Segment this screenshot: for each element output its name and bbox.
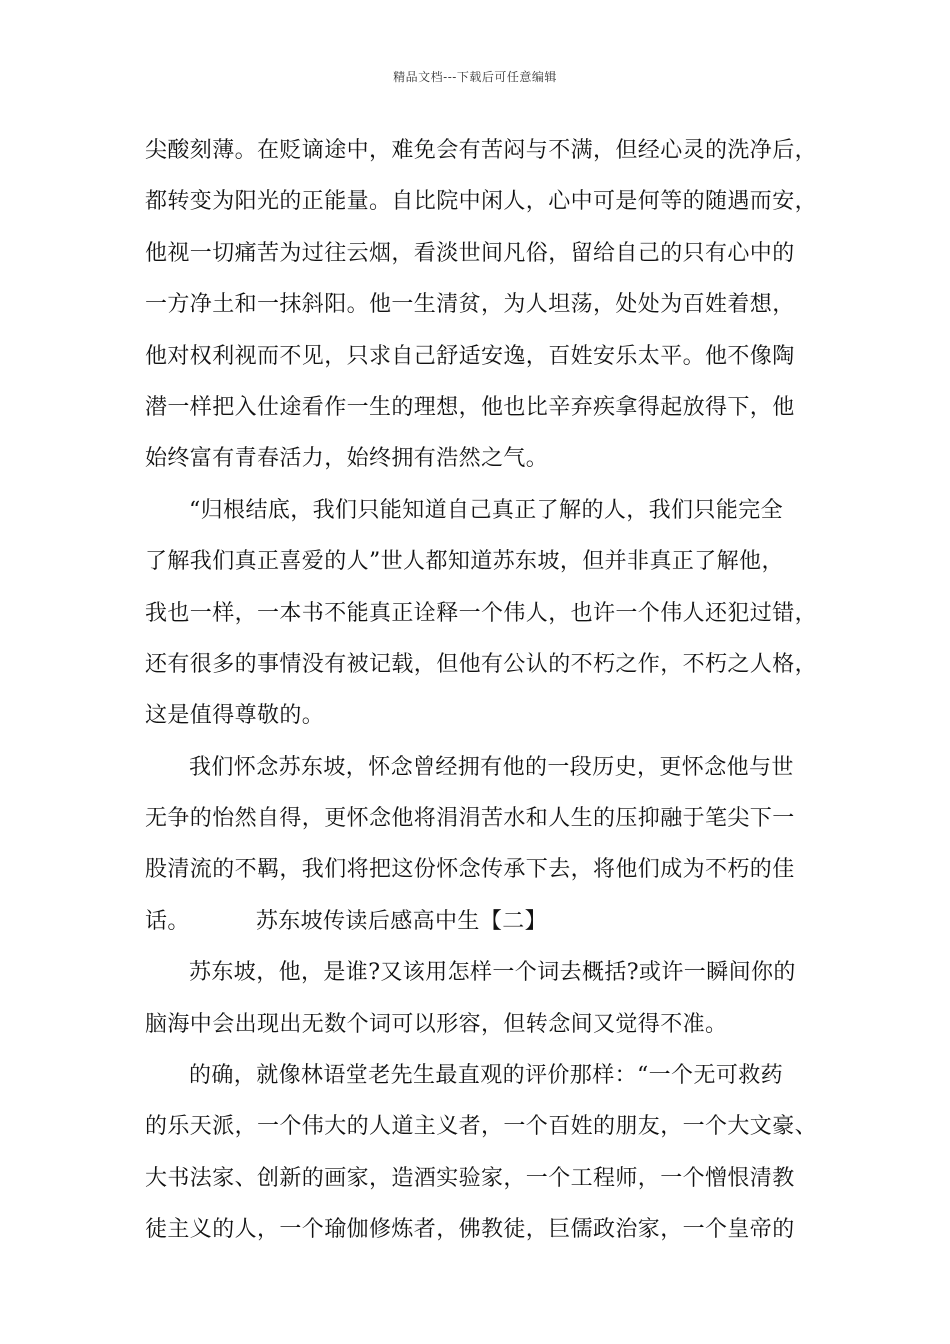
text-line: 他对权利视而不见，只求自己舒适安逸，百姓安乐太平。他不像陶 <box>145 343 795 369</box>
text-line: 徒主义的人，一个瑜伽修炼者，佛教徒，巨儒政治家，一个皇帝的 <box>145 1217 795 1243</box>
text-line: 都转变为阳光的正能量。自比院中闲人，心中可是何等的随遇而安， <box>145 189 818 215</box>
text-line: 脑海中会出现出无数个词可以形容，但转念间又觉得不准。 <box>145 1011 728 1037</box>
text-line: 尖酸刻薄。在贬谪途中，难免会有苦闷与不满，但经心灵的洗净后， <box>145 138 818 163</box>
text-line: 他视一切痛苦为过往云烟，看淡世间凡俗，留给自己的只有心中的 <box>145 240 795 266</box>
text-line: 潜一样把入仕途看作一生的理想，他也比辛弃疾拿得起放得下，他 <box>145 394 795 420</box>
text-line: 股清流的不羁，我们将把这份怀念传承下去，将他们成为不朽的佳 <box>145 857 795 883</box>
text-line: 还有很多的事情没有被记载，但他有公认的不朽之作，不朽之人格， <box>145 651 818 677</box>
document-body <box>145 131 825 1262</box>
paragraph-start-line: 的确，就像林语堂老先生最直观的评价那样：“一个无可救药 <box>189 1063 784 1089</box>
page-header: 精品文档---下载后可任意编辑 <box>393 70 557 84</box>
paragraph-start-line: 我们怀念苏东坡，怀念曾经拥有他的一段历史，更怀念他与世 <box>189 754 794 780</box>
text-line: 一方净土和一抹斜阳。他一生清贫，为人坦荡，处处为百姓着想， <box>145 292 795 318</box>
text-fragment: 话。 <box>145 908 190 934</box>
text-line: 的乐天派，一个伟大的人道主义者，一个百姓的朋友，一个大文豪、 <box>145 1114 818 1140</box>
text-line: 无争的怡然自得，更怀念他将涓涓苦水和人生的压抑融于笔尖下一 <box>145 806 795 832</box>
text-line: 我也一样，一本书不能真正诠释一个伟人，也许一个伟人还犯过错， <box>145 600 818 626</box>
text-line: 始终富有青春活力，始终拥有浩然之气。 <box>145 446 549 472</box>
text-line: 了解我们真正喜爱的人”世人都知道苏东坡，但并非真正了解他， <box>145 549 784 575</box>
paragraph-start-line: “归根结底，我们只能知道自己真正了解的人，我们只能完全 <box>189 497 784 523</box>
paragraph-start-line: 苏东坡，他，是谁?又该用怎样一个词去概括?或许一瞬间你的 <box>189 960 796 986</box>
text-line: 这是值得尊敬的。 <box>145 703 325 729</box>
section-subtitle: 苏东坡传读后感高中生【二】 <box>255 908 548 934</box>
text-line-with-subtitle <box>145 902 825 953</box>
text-line: 大书法家、创新的画家，造酒实验家，一个工程师，一个憎恨清教 <box>145 1165 795 1191</box>
